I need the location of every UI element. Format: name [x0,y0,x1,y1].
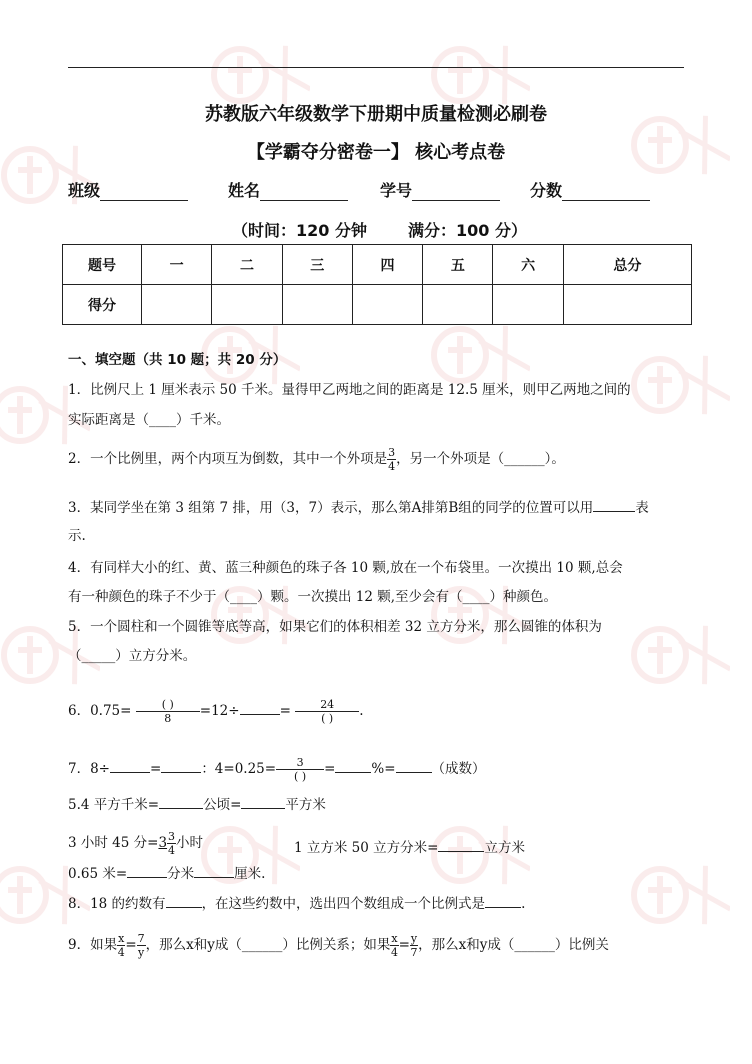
id-field [380,178,500,201]
score-table-header: 题号 [63,245,142,285]
question-7-text: ：4=0.25= [201,761,277,777]
question-4-line-1: 4．有同样大小的红、黄、蓝三种颜色的珠子各 10 颗,放在一个布袋里。一次摸出 10 颗,总会 [68,560,623,576]
score-cell[interactable] [142,285,212,325]
question-7-text: 7．8÷ [68,761,110,777]
page-subtitle: 【学霸夺分密卷一】 核心考点卷 [246,142,506,163]
fraction-numerator: 3 [168,830,176,843]
fraction-denominator: 4 [117,946,125,959]
score-cell[interactable] [563,285,691,325]
id-label: 学号 [380,181,413,200]
question-9-text: 9．如果 [68,937,118,953]
fraction-numerator: 24 [295,698,359,712]
score-table-header: 二 [212,245,282,285]
question-7-text-end: （成数） [431,761,486,777]
fraction [410,932,418,959]
answer-blank[interactable] [194,865,234,878]
question-2-text: 2．一个比例里，两个内项互为倒数，其中一个外项是 [68,451,388,467]
fraction [295,698,359,725]
conversion-3 [294,836,525,856]
fraction-denominator: ( ) [294,770,307,783]
answer-blank[interactable] [127,865,167,878]
score-table-header-row [63,245,692,285]
fraction-numerator: x [391,932,398,945]
conversion-text: 厘米. [234,866,266,882]
conversion-text: 3 小时 45 分= [68,835,159,851]
answer-blank[interactable] [166,895,202,908]
score-table-header: 三 [282,245,352,285]
class-label: 班级 [68,181,101,200]
question-9 [68,932,609,959]
conversion-text: 1 立方米 50 立方分米= [294,840,439,856]
name-field [228,178,348,201]
conversion-4 [68,862,265,882]
conversion-text: 0.65 米= [68,866,128,882]
score-table-row [63,285,692,325]
name-blank[interactable] [260,184,348,201]
conversion-text: 5.4 平方千米= [68,797,160,813]
score-cell[interactable] [423,285,493,325]
score-field [530,178,650,201]
question-6 [68,698,363,725]
fraction [167,830,176,857]
answer-blank[interactable] [110,760,150,773]
question-8 [68,892,525,912]
question-4-line-2: 有一种颜色的珠子不少于（____）颗。一次摸出 12 颗,至少会有（____）种颜色。 [68,589,558,605]
answer-blank[interactable] [241,796,285,809]
score-cell[interactable] [282,285,352,325]
fraction-numerator: 3 [276,756,324,770]
answer-blank[interactable] [159,796,203,809]
question-9-text-end: ，那么x和y成（______）比例关 [418,937,609,953]
fraction-denominator: 4 [168,844,176,857]
score-row-label: 得分 [63,285,142,325]
conversion-1 [68,793,326,813]
score-table-header: 总分 [563,245,691,285]
conversion-text: 立方米 [484,840,525,856]
score-table [62,244,692,325]
fraction-numerator: 3 [388,446,396,459]
answer-blank[interactable] [485,895,521,908]
answer-blank[interactable] [240,702,280,715]
fraction-denominator: 4 [390,946,398,959]
watermark-logo-icon [620,330,730,440]
equals-sign: = [324,761,336,777]
class-field [68,178,188,201]
question-9-text: ，那么x和y成（______）比例关系；如果 [145,937,391,953]
name-label: 姓名 [228,181,261,200]
page-title: 苏教版六年级数学下册期中质量检测必刷卷 [205,104,547,125]
score-table-header: 五 [423,245,493,285]
fraction-denominator: 8 [164,712,172,725]
question-7-text: %= [371,761,396,777]
equals-sign: = [150,761,162,777]
section-1-title: 一、填空题（共 10 题；共 20 分） [68,352,287,368]
question-1-line-2: 实际距离是（____）千米。 [68,412,230,428]
conversion-text: 分米 [167,866,195,882]
conversion-2 [68,830,203,857]
fraction-denominator: 4 [388,460,396,473]
answer-blank[interactable] [593,499,635,512]
question-3-text: 3．某同学坐在第 3 组第 7 排，用（3，7）表示，那么第A排第B组的同学的位置可以用 [68,500,594,516]
score-table-header: 一 [142,245,212,285]
full-score-info: 满分：100 分） [408,221,527,240]
question-6-text: =12÷ [199,703,240,719]
question-3-line-2: 示. [68,528,86,544]
score-blank[interactable] [562,184,650,201]
equals-sign: = [125,937,137,953]
score-cell[interactable] [352,285,422,325]
score-table-header: 四 [352,245,422,285]
fraction-denominator: ( ) [321,712,334,725]
conversion-text: 小时 [176,835,204,851]
question-7 [68,756,486,783]
question-8-text: ，在这些约数中，选出四个数组成一个比例式是 [201,896,486,912]
question-5-line-2: （_____）立方分米。 [68,648,197,664]
answer-blank[interactable] [396,760,432,773]
id-blank[interactable] [412,184,500,201]
question-5-line-1: 5．一个圆柱和一个圆锥等底等高，如果它们的体积相差 32 立方分米，那么圆锥的体积为 [68,619,602,635]
conversion-text: 公顷= [203,797,242,813]
class-blank[interactable] [100,184,188,201]
question-8-text: 8．18 的约数有 [68,896,166,912]
fraction [137,932,146,959]
question-3-text-end: 表 [635,500,649,516]
time-info: （时间：120 分钟 [232,221,367,240]
answer-blank[interactable] [335,760,371,773]
fraction [387,446,396,473]
question-6-text-end: . [359,703,364,719]
fraction-numerator: ( ) [136,698,200,712]
answer-value: 3 [158,835,168,851]
fraction [390,932,398,959]
watermark-logo-icon [620,840,730,950]
question-1-line-1: 1．比例尺上 1 厘米表示 50 千米。量得甲乙两地之间的距离是 12.5 厘米，则甲乙两地之间的 [68,382,631,398]
fraction [276,756,324,783]
score-table-header: 六 [493,245,563,285]
watermark-logo-icon [0,120,100,230]
question-2-text-end: ，另一个外项是（______）。 [396,451,565,467]
fraction [136,698,200,725]
question-3-line-1 [68,496,649,516]
answer-blank[interactable] [438,839,484,852]
score-label: 分数 [530,181,563,200]
question-8-text-end: . [521,896,526,912]
equals-sign: = [279,703,291,719]
score-cell[interactable] [212,285,282,325]
question-6-text: 6．0.75= [68,703,132,719]
fraction-numerator: x [118,932,125,945]
fraction-denominator: y [138,946,145,959]
header-rule [68,67,684,68]
question-2 [68,446,565,473]
fraction-numerator: 7 [137,932,145,945]
conversion-text: 平方米 [285,797,326,813]
score-cell[interactable] [493,285,563,325]
equals-sign: = [398,937,410,953]
answer-blank[interactable] [161,760,201,773]
watermark-logo-icon [620,600,730,710]
fraction-denominator: 7 [410,946,418,959]
fraction-numerator: y [410,932,418,945]
